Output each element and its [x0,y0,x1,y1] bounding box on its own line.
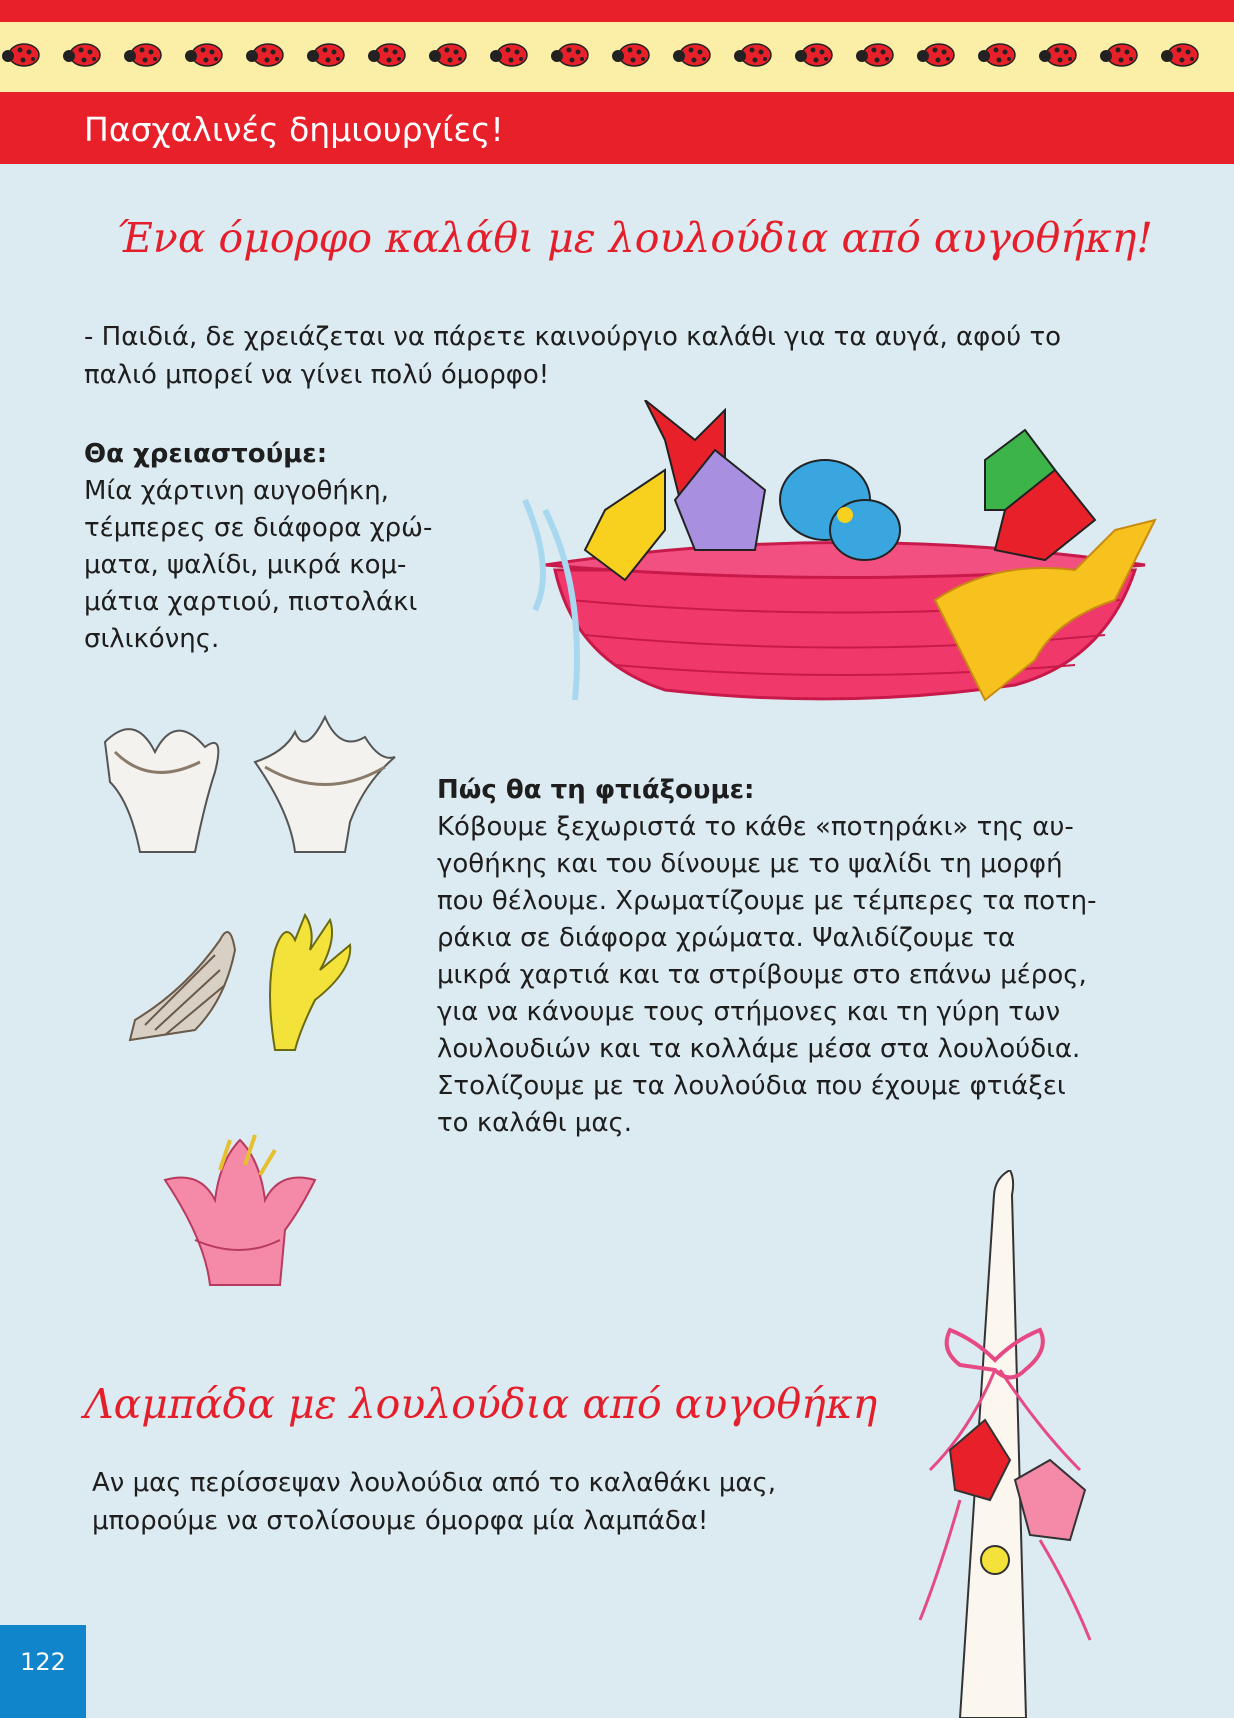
ladybug-icon [490,40,528,68]
instructions-line: Στολίζουμε με τα λουλούδια που έχουμε φτιάξει [437,1071,1066,1101]
ladybug-icon [856,40,894,68]
top-red-stripe [0,0,1234,22]
ladybug-icon [368,40,406,68]
white-cup-flower-illustration [95,712,405,862]
outro-text [92,1464,852,1540]
materials-line: Μία χάρτινη αυγοθήκη, [84,476,389,506]
ladybug-icon [673,40,711,68]
ladybug-icon [612,40,650,68]
instructions-line: μικρά χαρτιά και τα στρίβουμε στο επάνω μέρος, [437,960,1087,990]
second-title: Λαμπάδα με λουλούδια από αυγοθήκη [84,1380,878,1428]
ladybug-icon [1100,40,1138,68]
ladybug-icon [917,40,955,68]
instructions-line: γοθήκης και του δίνουμε με το ψαλίδι τη μορφή [437,849,1063,879]
page-number: 122 [20,1648,66,1676]
intro-line: παλιό μπορεί να γίνει πολύ όμορφο! [84,360,550,390]
flower-basket-illustration [515,400,1175,710]
intro-text [84,318,1144,394]
ladybug-icon [63,40,101,68]
outro-line: μπορούμε να στολίσουμε όμορφα μία λαμπάδα! [92,1506,709,1536]
ladybug-icon [795,40,833,68]
outro-line: Αν μας περίσσεψαν λουλούδια από το καλαθάκι μας, [92,1468,777,1498]
ladybug-border [0,22,1234,92]
decorated-candle-illustration [900,1170,1100,1718]
ladybug-icon [734,40,772,68]
ladybug-icon [978,40,1016,68]
ladybug-icon [429,40,467,68]
instructions-line: το καλάθι μας. [437,1108,632,1138]
ladybug-icon [185,40,223,68]
materials-line: τέμπερες σε διάφορα χρώ- [84,513,433,543]
materials-section [84,436,484,658]
ladybug-icon [2,40,40,68]
pink-flower-illustration [160,1130,320,1290]
intro-line: - Παιδιά, δε χρειάζεται να πάρετε καινούργιο καλάθι για τα αυγά, αφού το [84,322,1062,352]
ladybug-icon [124,40,162,68]
instructions-section [437,772,1167,1142]
main-title: Ένα όμορφο καλάθι με λουλούδια από αυγοθήκη! [116,214,1153,262]
materials-line: ματα, ψαλίδι, μικρά κομ- [84,550,407,580]
instructions-heading: Πώς θα τη φτιάξουμε: [437,775,755,805]
instructions-line: ράκια σε διάφορα χρώματα. Ψαλιδίζουμε τα [437,923,1016,953]
materials-heading: Θα χρειαστούμε: [84,439,328,469]
ladybug-icon [551,40,589,68]
ladybug-icon [1039,40,1077,68]
page-header-title: Πασχαλινές δημιουργίες! [84,110,504,149]
paper-stamens-illustration [125,910,365,1060]
instructions-line: που θέλουμε. Χρωματίζουμε με τέμπερες τα ποτη- [437,886,1097,916]
ladybug-icon [307,40,345,68]
instructions-line: λουλουδιών και τα κολλάμε μέσα στα λουλούδια. [437,1034,1081,1064]
ladybug-icon [1161,40,1199,68]
ladybug-icon [246,40,284,68]
materials-line: σιλικόνης. [84,624,220,654]
instructions-line: για να κάνουμε τους στήμονες και τη γύρη των [437,997,1061,1027]
materials-line: μάτια χαρτιού, πιστολάκι [84,587,418,617]
instructions-line: Κόβουμε ξεχωριστά το κάθε «ποτηράκι» της αυ- [437,812,1074,842]
